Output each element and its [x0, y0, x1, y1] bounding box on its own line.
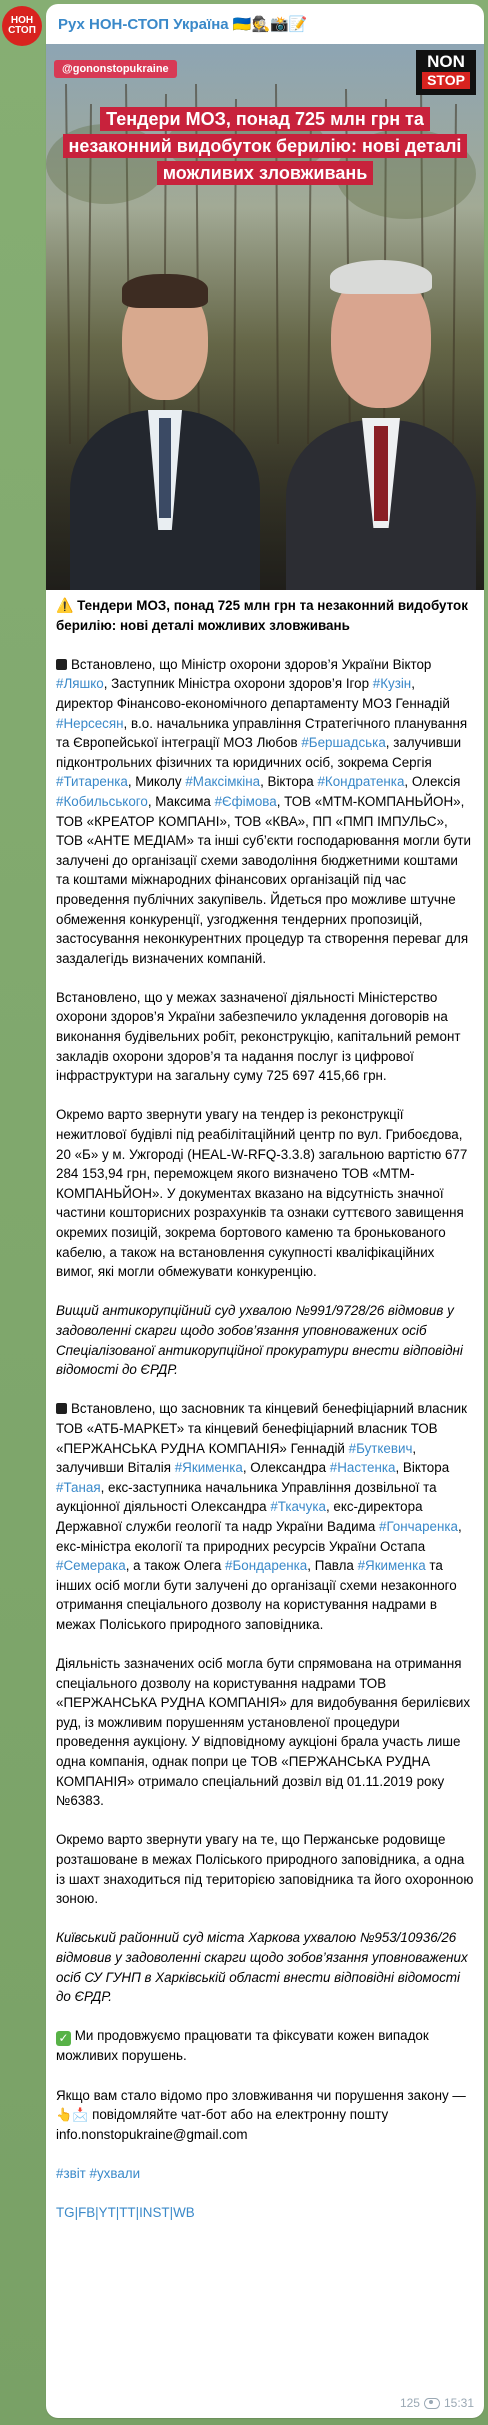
message-text — [46, 590, 484, 2223]
text-segment: , а також Олега — [125, 1558, 226, 1574]
avatar-text-top: НОН — [10, 15, 34, 26]
paragraph-2: Встановлено, що у межах зазначеної діяльності Міністерство охорони здоров’я України забезпечило укладення договорів на виконання будівельних робіт, реконструкцію, капітальний ремонт закладів охорони здоров’я та надання послуг із цифрової інфраструктури на загальну суму 725 697 415,66 грн. — [56, 989, 461, 1084]
person-right — [286, 220, 476, 590]
person-left — [70, 260, 260, 590]
hashtag-link[interactable]: #Буткевич — [348, 1440, 413, 1456]
text-segment: , Павла — [307, 1558, 358, 1574]
hashtag-link[interactable]: #Кобильського — [56, 793, 148, 809]
paragraph-9 — [56, 2026, 474, 2066]
cover-headline — [56, 106, 474, 187]
hashtag-link[interactable]: #Настенка — [329, 1460, 396, 1476]
avatar-text-bottom: СТОП — [8, 25, 36, 36]
mailbox-icon: 📩 — [72, 2107, 89, 2123]
text-segment: , Віктора — [260, 774, 318, 790]
hashtag-link[interactable]: #Кузін — [372, 676, 412, 692]
logo-top-text: NON — [427, 52, 465, 71]
text-segment: Встановлено, що засновник та кінцевий бенефіціарний власник ТОВ «АТБ-МАРКЕТ» та кінцевий бенефіціарний власник ТОВ «ПЕРЖАНСЬКА РУДНА КОМПАНІЯ» Геннадій — [56, 1401, 468, 1456]
paragraph-7: Окремо варто звернути увагу на те, що Пержанське родовище розташоване в межах Поліського природного заповідника, а одна із шахт знаходиться під територією заповідника та його охоронною зоною. — [56, 1832, 474, 1907]
views-count: 125 — [399, 2396, 420, 2410]
paragraph-8-court: Київський районний суд міста Харкова ухвалою №953/10936/26 відмовив у задоволенні скарги щодо зобов’язання уповноважених осіб СУ ГУНП в Харківській області внести відповідні відомості до ЄРДР. — [56, 1930, 468, 2005]
text-segment: , екс-директора Державної служби геології та надр України Вадима — [56, 1499, 423, 1534]
eye-icon — [424, 2398, 440, 2409]
text-segment: , екс-міністра екології та природних ресурсів України Остапа — [56, 1518, 462, 1554]
hashtag-link[interactable]: #Ляшко — [56, 676, 104, 692]
text-segment: , Олександра — [242, 1460, 330, 1476]
text-segment: , Миколу — [127, 774, 186, 790]
message-bubble — [46, 4, 484, 2418]
message-time: 15:31 — [443, 2396, 474, 2410]
hashtag-link[interactable]: #Бершадська — [301, 735, 386, 751]
hashtag-link[interactable]: #Кондратенка — [317, 774, 405, 790]
paragraph-1-text — [56, 657, 471, 966]
paragraph-1 — [56, 655, 474, 969]
message-title — [56, 596, 474, 635]
text-segment: , директор Фінансово-економічного департаменту МОЗ Геннадій — [56, 676, 450, 711]
cover-image[interactable] — [46, 44, 484, 590]
cover-headline-text: Тендери МОЗ, понад 725 млн грн та незаконний видобуток берилію: нові деталі можливих зловживань — [63, 107, 468, 185]
hashtag-link[interactable]: #Єфімова — [214, 793, 277, 809]
text-segment: , залучивши підконтрольних фізичних та юридичних осіб, зокрема Сергія — [56, 735, 462, 770]
paragraph-10-text-b: повідомляйте чат-бот або на електронну пошту info.nonstopukraine@gmail.com — [56, 2107, 389, 2142]
channel-name[interactable]: Рух НОН-СТОП Україна 🇺🇦🕵️📸📝 — [58, 16, 308, 33]
text-segment: , Олексія — [404, 774, 461, 790]
paragraph-5-text — [56, 1401, 467, 1632]
hashtag-link[interactable]: #Якименка — [174, 1460, 243, 1476]
hashtag-link[interactable]: #Максімкіна — [185, 774, 261, 790]
hashtag-link[interactable]: #Нерсесян — [56, 715, 124, 731]
hashtag-link[interactable]: #Таная — [56, 1479, 101, 1495]
hashtag-link[interactable]: #Семерака — [56, 1558, 126, 1574]
hashtag-link[interactable]: #Бондаренка — [225, 1558, 308, 1574]
bullet-square-icon — [56, 1403, 67, 1414]
logo-bottom-text: STOP — [422, 72, 470, 89]
paragraph-3: Окремо варто звернути увагу на тендер із реконструкції нежитлової будівлі під реабілітаційний центр по вул. Грибоєдова, 20 «Б» у м. Ужгороді (HEAL-W-RFQ-3.3.8) загальною вартістю 677 284 153,94 грн, переможцем якого визначено ТОВ «МТМ-КОМПАНЬЙОН». У документах вказано на відсутність значної частини кошторисних розрахунків та ознаки суттєвого завищення окремих позицій, зокрема бортового каменю та бронькованого кабелю, а також на встановлення сукупності кваліфікаційних вимог, які могли обмежувати конкуренцію. — [56, 1107, 468, 1280]
checkmark-icon: ✓ — [56, 2031, 71, 2046]
paragraph-10-text-a: Якщо вам стало відомо про зловживання чи порушення закону — — [56, 2087, 466, 2103]
hashtag-link[interactable]: #Титаренка — [56, 774, 128, 790]
hashtag-link[interactable]: #Якименка — [357, 1558, 426, 1574]
warning-icon: ⚠️ — [56, 597, 74, 613]
text-segment: , залучивши Віталія — [56, 1440, 417, 1476]
hashtag-link[interactable]: #Гончаренка — [379, 1518, 458, 1534]
text-segment: , екс-заступника начальника Управління дозвільної та аукціонної діяльності Олександра — [56, 1479, 437, 1515]
paragraph-5 — [56, 1399, 474, 1634]
paragraph-4-court: Вищий антикорупційний суд ухвалою №991/9728/26 відмовив у задоволенні скарги щодо зобов’язання уповноважених осіб Спеціалізованої антикорупційної прокуратури внести відповідні відомості до ЄРДР. — [56, 1303, 463, 1378]
text-segment: , Заступник Міністра охорони здоров’я Ігор — [103, 676, 373, 692]
hashtags[interactable]: #звіт #ухвали — [56, 2165, 141, 2181]
text-segment: та інших осіб могли бути залучені до організації схеми незаконного отримання спеціального дозволу на користування надрами в межах Поліського природного заповідника. — [56, 1558, 457, 1632]
text-segment: Встановлено, що Міністр охорони здоров’я України Віктор — [71, 656, 432, 672]
paragraph-9-text: Ми продовжуємо працювати та фіксувати кожен випадок можливих порушень. — [56, 2028, 429, 2064]
hashtag-link[interactable]: #Ткачука — [270, 1499, 326, 1515]
channel-avatar[interactable] — [2, 6, 42, 46]
text-segment: , в.о. начальника управління Стратегічного планування та Європейської інтеграції МОЗ Любов — [56, 715, 468, 751]
text-segment: , Максима — [147, 793, 215, 809]
text-segment: , Віктора — [395, 1460, 450, 1476]
message-title-text: Тендери МОЗ, понад 725 млн грн та незаконний видобуток берилію: нові деталі можливих зловживань — [56, 598, 468, 633]
text-segment: , ТОВ «МТМ-КОМПАНЬЙОН», ТОВ «КРЕАТОР КОМПАНІ», ТОВ «КВА», ПП «ПМП ІМПУЛЬС», ТОВ «АНТЕ МЕДІАМ» та інші суб’єкти господарювання могли бути залучені до організації схеми заводоління бюджетними коштами та коштами міжнародних фінансових організацій під час проведення публічних закупівель. Йдеться про можливе штучне обмеження конкуренції, узгодження тендерних пропозицій, застосування неконкурентних процедур та створення переваг для заздалегідь визначених компаній. — [56, 793, 471, 966]
nonstop-logo — [416, 50, 476, 95]
paragraph-10 — [56, 2086, 474, 2145]
social-links[interactable]: TG|FB|YT|TT|INST|WB — [56, 2205, 195, 2221]
paragraph-6: Діяльність зазначених осіб могла бути спрямована на отримання спеціального дозволу на користування надрами ТОВ «ПЕРЖАНСЬКА РУДНА КОМПАНІЯ» для видобування берилієвих руд, із можливим порушенням установленої процедури проведення аукціону. У відповідному аукціоні брала участь лише одна компанія, однак попри це ТОВ «ПЕРЖАНСЬКА РУДНА КОМПАНІЯ» отримало спеціальний дозвіл від 01.11.2019 року №6383. — [56, 1656, 471, 1809]
finger-pointing-icon: 👆 — [56, 2107, 73, 2123]
message-footer — [400, 2396, 474, 2410]
bullet-square-icon — [56, 659, 67, 670]
handle-badge: @gononstopukraine — [54, 60, 177, 78]
